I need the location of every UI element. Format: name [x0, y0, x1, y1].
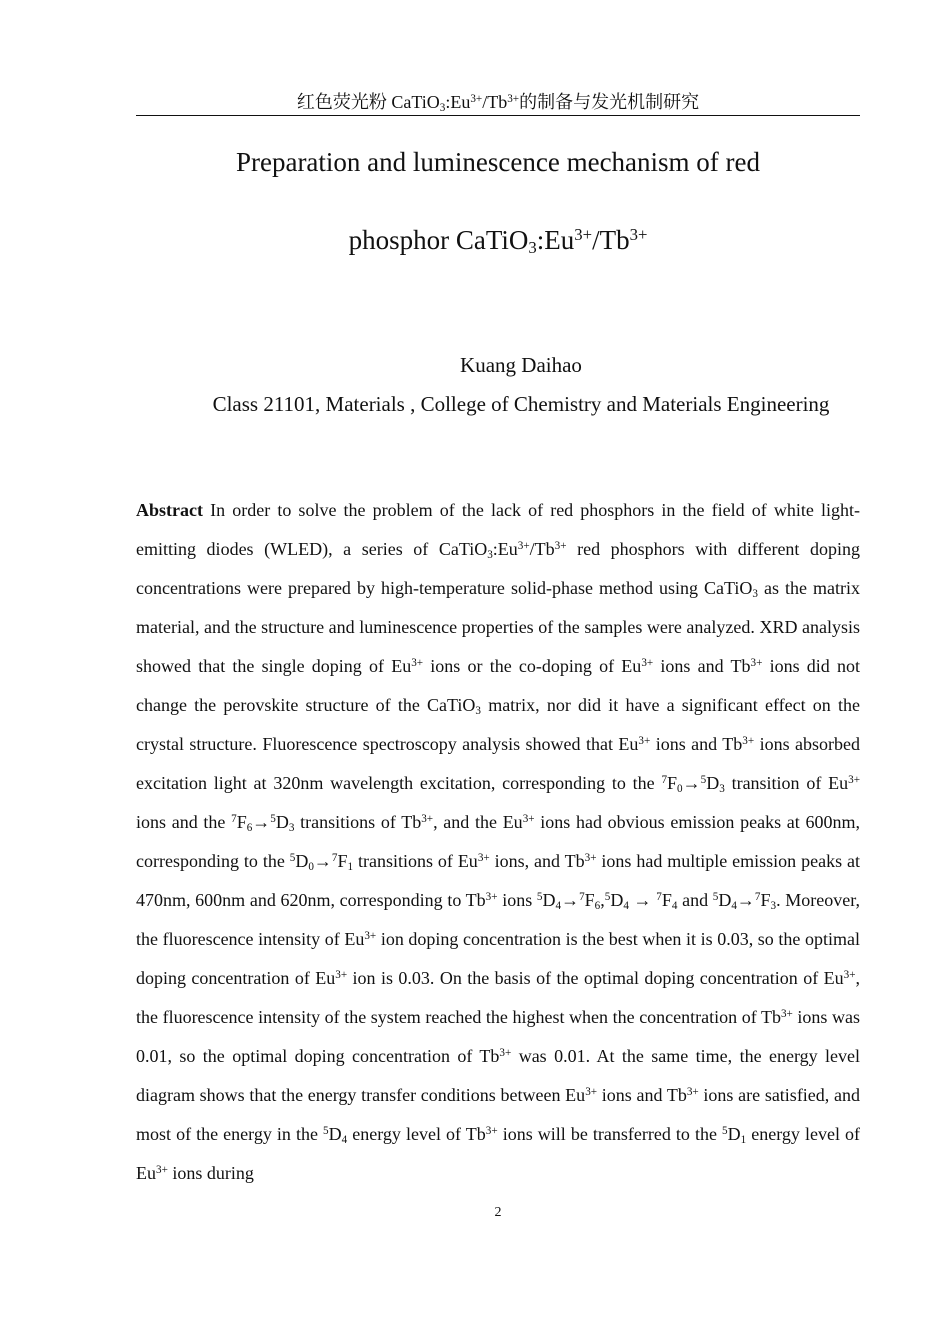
page-number: 2 [494, 1205, 502, 1220]
header-rule [136, 115, 860, 116]
paper-title [136, 142, 860, 260]
title-line-1: Preparation and luminescence mechanism of red [235, 147, 761, 177]
author-affiliation: Class 21101, Materials , College of Chemistry and Materials Engineering [212, 392, 830, 416]
running-header: 红色荧光粉 $CaTiO_3:Eu^{3+}/Tb^{3+}$的制备与发光机制研究 [296, 92, 700, 114]
abstract-label: Abstract [136, 500, 203, 520]
title-line-2: phosphor $CaTiO_3:Eu^{3+}/Tb^{3+}$ [348, 224, 648, 258]
abstract-paragraph: Abstract In order to solve the problem of the lack of red phosphors in the field of white light-emitting diodes (WLED), a series of $CaTiO_3:Eu^{3+}/Tb^{3+}$ red phosphors with different doping concentrations were prepared by high-temperature solid-phase method using CaTiO$_3$ as the matrix material, and the structure and luminescence properties of the samples were analyzed. XRD analysis showed that the single doping of $Eu^{3+}$ ions or the co-doping of $Eu^{3+}$ ions and $Tb^{3+}$ ions did not change the perovskite structure of the CaTiO$_3$ matrix, nor did it have a significant effect on the crystal structure. Fluorescence spectroscopy analysis showed that $Eu^{3+}$ ions and $Tb^{3+}$ ions absorbed excitation light at 320nm wavelength excitation, corresponding to the $^7F_0\to^5D_3$ transition of $Eu^{3+}$ ions and the $^7F_6\to^5D_3$ transitions of $Tb^{3+}$, and the $Eu^{3+}$ ions had obvious emission peaks at 600nm, corresponding to the $^5D_0\to^7F_1$ transitions of $Eu^{3+}$ ions, and $Tb^{3+}$ ions had multiple emission peaks at 470nm, 600nm and 620nm, corresponding to $Tb^{3+}$ ions $^5D_4\to^7F_6,^5D_4 \to ^7F_4$ and $^5D_4\to^7F_3$. Moreover, the fluorescence intensity of $Eu^{3+}$ ion doping concentration is the best when it is 0.03, so the optimal doping concentration of $Eu^{3+}$ ion is 0.03. On the basis of the optimal doping concentration of $Eu^{3+}$, the fluorescence intensity of the system reached the highest when the concentration of $Tb^{3+}$ ions was 0.01, so the optimal doping concentration of $Tb^{3+}$ was 0.01. At the same time, the energy level diagram shows that the energy transfer conditions between $Eu^{3+}$ ions and $Tb^{3+}$ ions are satisfied, and most of the energy in the $^5D_4$ energy level of $Tb^{3+}$ ions will be transferred to the $^5D_1$ energy level of $Eu^{3+}$ ions during [136, 500, 861, 1183]
author-name: Kuang Daihao [460, 353, 582, 377]
